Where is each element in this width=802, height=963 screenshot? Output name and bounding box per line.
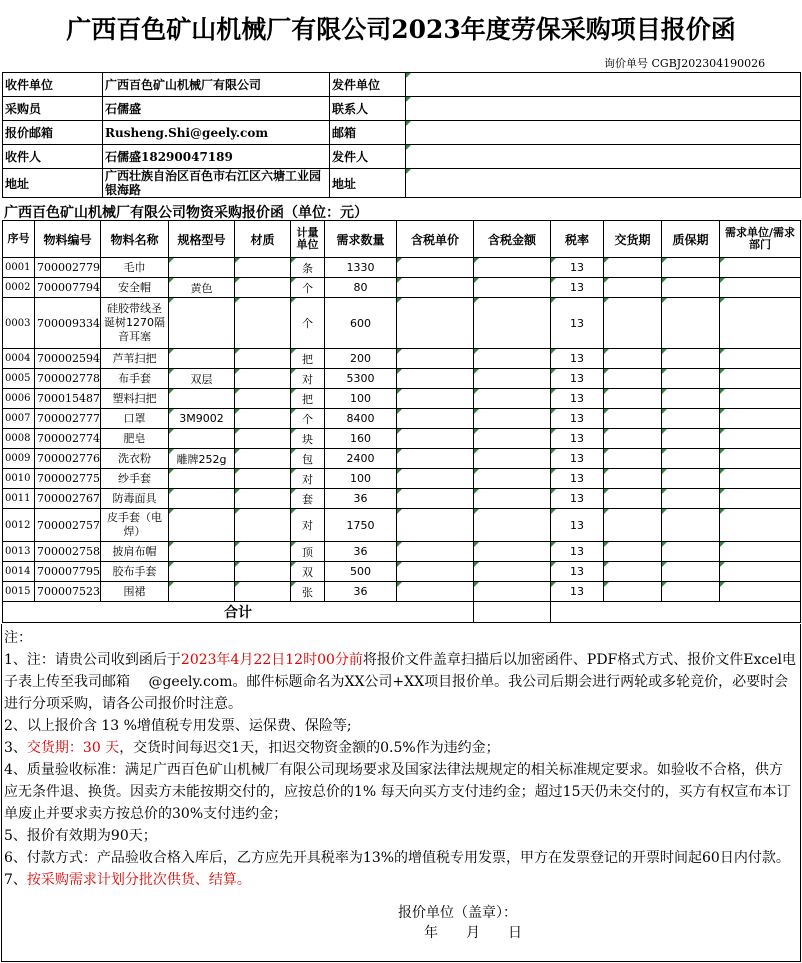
cell-spec[interactable] <box>169 542 235 562</box>
total-row <box>3 602 801 623</box>
col-header: 质保期 <box>662 221 720 258</box>
note-1-deadline: 2023年4月22日12时00分前 <box>180 652 363 668</box>
total-amount[interactable] <box>474 602 551 623</box>
cell-seq: 0008 <box>3 429 35 449</box>
cell-unit-price[interactable] <box>397 349 474 369</box>
cell-dept[interactable] <box>720 298 801 349</box>
table-row <box>3 278 801 298</box>
cell-dept[interactable] <box>720 369 801 389</box>
cell-code: 700002594 <box>35 349 101 369</box>
cell-dept[interactable] <box>720 278 801 298</box>
cell-delivery[interactable] <box>604 582 662 602</box>
cell-warranty[interactable] <box>662 582 720 602</box>
cell-delivery[interactable] <box>604 509 662 542</box>
cell-name: 硅胶带线圣诞树1270隔音耳塞 <box>101 298 169 349</box>
cell-tax: 13 <box>551 562 604 582</box>
cell-amount[interactable] <box>474 278 551 298</box>
contact-field[interactable] <box>406 97 801 121</box>
note-3 <box>4 737 796 759</box>
cell-code: 700002767 <box>35 489 101 509</box>
table-row <box>3 449 801 469</box>
cell-amount[interactable] <box>474 542 551 562</box>
cell-unit-price[interactable] <box>397 278 474 298</box>
cell-seq: 0014 <box>3 562 35 582</box>
cell-spec[interactable] <box>169 469 235 489</box>
sender-unit-field[interactable] <box>406 73 801 97</box>
cell-material[interactable] <box>235 389 291 409</box>
cell-tax: 13 <box>551 258 604 278</box>
cell-code: 700002775 <box>35 469 101 489</box>
cell-unit[interactable]: 包 <box>291 449 325 469</box>
cell-spec[interactable] <box>169 258 235 278</box>
cell-material[interactable] <box>235 562 291 582</box>
cell-material[interactable] <box>235 349 291 369</box>
total-label: 合计 <box>3 602 474 623</box>
cell-amount[interactable] <box>474 449 551 469</box>
cell-seq: 0010 <box>3 469 35 489</box>
table-row <box>3 349 801 369</box>
cell-code: 700007794 <box>35 278 101 298</box>
note-4: 4、质量验收标准：满足广西百色矿山机械厂有限公司现场要求及国家法律法规规定的相关标准规定要求。如验收不合格，供方应无条件退、换货。因卖方未能按期交付的，应按总价的1% 每天向买方支付违约金；超过15天仍未交付的，买方有权宣布本订单废止并要求卖方按总价的30%支付违约金； <box>4 762 791 822</box>
cell-warranty[interactable] <box>662 542 720 562</box>
cell-spec[interactable] <box>169 389 235 409</box>
cell-dept[interactable] <box>720 542 801 562</box>
cell-qty: 500 <box>325 562 397 582</box>
cell-code: 700015487 <box>35 389 101 409</box>
cell-qty: 1750 <box>325 509 397 542</box>
cell-unit[interactable]: 块 <box>291 429 325 449</box>
address-label: 地址 <box>3 169 103 198</box>
cell-unit-price[interactable] <box>397 429 474 449</box>
cell-unit[interactable]: 个 <box>291 298 325 349</box>
cell-spec[interactable] <box>169 298 235 349</box>
cell-material[interactable] <box>235 298 291 349</box>
cell-spec[interactable] <box>169 349 235 369</box>
cell-code: 700002757 <box>35 509 101 542</box>
address2-field[interactable] <box>406 169 801 198</box>
table-row <box>3 369 801 389</box>
cell-seq: 0009 <box>3 449 35 469</box>
cell-code: 700002776 <box>35 449 101 469</box>
cell-name: 围裙 <box>101 582 169 602</box>
sender-unit-label: 发件单位 <box>330 73 406 97</box>
col-header: 税率 <box>551 221 604 258</box>
cell-tax: 13 <box>551 409 604 429</box>
cell-unit-price[interactable] <box>397 449 474 469</box>
cell-delivery[interactable] <box>604 409 662 429</box>
cell-unit[interactable]: 个 <box>291 278 325 298</box>
cell-spec[interactable]: 雕牌252g <box>169 449 235 469</box>
cell-dept[interactable] <box>720 509 801 542</box>
cell-dept[interactable] <box>720 389 801 409</box>
cell-delivery[interactable] <box>604 349 662 369</box>
note-2: 2、以上报价含 13 %增值税专用发票、运保费、保险等; <box>4 718 352 734</box>
cell-name: 芦苇扫把 <box>101 349 169 369</box>
page-title: 广西百色矿山机械厂有限公司2023年度劳保采购项目报价函 <box>66 15 736 44</box>
cell-seq: 0001 <box>3 258 35 278</box>
cell-amount[interactable] <box>474 298 551 349</box>
cell-dept[interactable] <box>720 258 801 278</box>
sender-field[interactable] <box>406 145 801 169</box>
table-row <box>3 389 801 409</box>
cell-tax: 13 <box>551 429 604 449</box>
cell-amount[interactable] <box>474 509 551 542</box>
cell-code: 700007523 <box>35 582 101 602</box>
cell-name: 口罩 <box>101 409 169 429</box>
cell-warranty[interactable] <box>662 389 720 409</box>
cell-seq: 0012 <box>3 509 35 542</box>
col-header: 规格型号 <box>169 221 235 258</box>
cell-seq: 0005 <box>3 369 35 389</box>
cell-code: 700009334 <box>35 298 101 349</box>
table-row <box>3 509 801 542</box>
cell-seq: 0011 <box>3 489 35 509</box>
cell-tax: 13 <box>551 389 604 409</box>
cell-seq: 0007 <box>3 409 35 429</box>
items-table <box>2 220 801 623</box>
cell-amount[interactable] <box>474 582 551 602</box>
cell-qty: 80 <box>325 278 397 298</box>
cell-delivery[interactable] <box>604 258 662 278</box>
cell-unit-price[interactable] <box>397 369 474 389</box>
cell-code: 700007795 <box>35 562 101 582</box>
note-1 <box>4 649 796 715</box>
cell-amount[interactable] <box>474 349 551 369</box>
notes-section <box>4 627 796 891</box>
cell-unit[interactable]: 个 <box>291 409 325 429</box>
col-header: 含税金额 <box>474 221 551 258</box>
buyer-value: 石儒盛 <box>103 97 330 121</box>
cell-unit-price[interactable] <box>397 469 474 489</box>
cell-spec[interactable]: 3M9002 <box>169 409 235 429</box>
cell-tax: 13 <box>551 369 604 389</box>
cell-unit-price[interactable] <box>397 389 474 409</box>
note-1-text: 1、注：请贵公司收到函后于 <box>4 652 181 668</box>
cell-name: 洗衣粉 <box>101 449 169 469</box>
table-row <box>3 429 801 449</box>
cell-qty: 1330 <box>325 258 397 278</box>
col-header: 物料名称 <box>101 221 169 258</box>
buyer-label: 采购员 <box>3 97 103 121</box>
cell-delivery[interactable] <box>604 469 662 489</box>
recipient-label: 收件人 <box>3 145 103 169</box>
cell-material[interactable] <box>235 469 291 489</box>
cell-seq: 0013 <box>3 542 35 562</box>
cell-qty: 200 <box>325 349 397 369</box>
cell-unit-price[interactable] <box>397 409 474 429</box>
receiver-unit-value: 广西百色矿山机械厂有限公司 <box>103 73 330 97</box>
cell-material[interactable] <box>235 542 291 562</box>
header-table <box>2 72 801 198</box>
cell-dept[interactable] <box>720 449 801 469</box>
table-subtitle: 广西百色矿山机械厂有限公司物资采购报价函（单位：元） <box>4 205 368 221</box>
cell-warranty[interactable] <box>662 298 720 349</box>
cell-name: 布手套 <box>101 369 169 389</box>
cell-spec[interactable] <box>169 509 235 542</box>
cell-spec[interactable] <box>169 562 235 582</box>
cell-delivery[interactable] <box>604 278 662 298</box>
cell-qty: 160 <box>325 429 397 449</box>
cell-unit[interactable]: 对 <box>291 469 325 489</box>
cell-tax: 13 <box>551 489 604 509</box>
cell-warranty[interactable] <box>662 429 720 449</box>
cell-tax: 13 <box>551 469 604 489</box>
address2-label: 地址 <box>330 169 406 198</box>
cell-qty: 36 <box>325 489 397 509</box>
cell-seq: 0003 <box>3 298 35 349</box>
cell-seq: 0006 <box>3 389 35 409</box>
cell-name: 防毒面具 <box>101 489 169 509</box>
note-3-text: ，交货时间每迟交1天，扣迟交物资金额的0.5%作为违约金； <box>119 740 500 756</box>
cell-name: 安全帽 <box>101 278 169 298</box>
col-header: 需求单位/需求部门 <box>720 221 801 258</box>
cell-spec[interactable] <box>169 489 235 509</box>
cell-unit[interactable]: 对 <box>291 509 325 542</box>
cell-amount[interactable] <box>474 369 551 389</box>
cell-name: 肥皂 <box>101 429 169 449</box>
cell-tax: 13 <box>551 449 604 469</box>
cell-unit[interactable]: 条 <box>291 258 325 278</box>
signature-date-label: 年 月 日 <box>424 925 522 941</box>
table-row <box>3 489 801 509</box>
cell-delivery[interactable] <box>604 449 662 469</box>
cell-qty: 36 <box>325 582 397 602</box>
cell-qty: 100 <box>325 389 397 409</box>
cell-name: 胶布手套 <box>101 562 169 582</box>
cell-name: 纱手套 <box>101 469 169 489</box>
cell-qty: 100 <box>325 469 397 489</box>
signature-unit-label: 报价单位（盖章）： <box>398 905 517 921</box>
cell-tax: 13 <box>551 509 604 542</box>
cell-unit-price[interactable] <box>397 489 474 509</box>
cell-tax: 13 <box>551 298 604 349</box>
cell-code: 700002778 <box>35 369 101 389</box>
table-row <box>3 409 801 429</box>
cell-name: 披肩布帽 <box>101 542 169 562</box>
receiver-unit-label: 收件单位 <box>3 73 103 97</box>
table-row <box>3 562 801 582</box>
table-row <box>3 298 801 349</box>
cell-unit-price[interactable] <box>397 298 474 349</box>
col-header: 交货期 <box>604 221 662 258</box>
cell-delivery[interactable] <box>604 389 662 409</box>
cell-dept[interactable] <box>720 349 801 369</box>
cell-qty: 5300 <box>325 369 397 389</box>
cell-unit[interactable]: 套 <box>291 489 325 509</box>
cell-material[interactable] <box>235 278 291 298</box>
cell-name: 毛巾 <box>101 258 169 278</box>
cell-amount[interactable] <box>474 409 551 429</box>
cell-tax: 13 <box>551 542 604 562</box>
cell-code: 700002758 <box>35 542 101 562</box>
cell-name: 皮手套（电焊） <box>101 509 169 542</box>
cell-seq: 0015 <box>3 582 35 602</box>
note-7 <box>4 869 796 891</box>
table-row <box>3 258 801 278</box>
cell-dept[interactable] <box>720 562 801 582</box>
cell-delivery[interactable] <box>604 542 662 562</box>
cell-unit[interactable]: 把 <box>291 389 325 409</box>
table-row <box>3 582 801 602</box>
col-header: 物料编号 <box>35 221 101 258</box>
cell-material[interactable] <box>235 429 291 449</box>
cell-amount[interactable] <box>474 469 551 489</box>
note-3-num: 3、 <box>4 740 27 756</box>
email-label: 邮箱 <box>330 121 406 145</box>
inquiry-number: 询价单号 CGBJ202304190026 <box>604 57 766 70</box>
cell-qty: 2400 <box>325 449 397 469</box>
cell-code: 700002774 <box>35 429 101 449</box>
cell-unit-price[interactable] <box>397 542 474 562</box>
cell-warranty[interactable] <box>662 449 720 469</box>
table-row <box>3 542 801 562</box>
cell-material[interactable] <box>235 369 291 389</box>
cell-dept[interactable] <box>720 582 801 602</box>
cell-material[interactable] <box>235 449 291 469</box>
col-header: 计量单位 <box>291 221 325 258</box>
cell-dept[interactable] <box>720 469 801 489</box>
quote-email-label: 报价邮箱 <box>3 121 103 145</box>
notes-heading: 注： <box>4 630 32 646</box>
cell-delivery[interactable] <box>604 562 662 582</box>
cell-spec[interactable] <box>169 582 235 602</box>
cell-warranty[interactable] <box>662 349 720 369</box>
cell-dept[interactable] <box>720 429 801 449</box>
cell-warranty[interactable] <box>662 369 720 389</box>
cell-delivery[interactable] <box>604 369 662 389</box>
col-header: 序号 <box>3 221 35 258</box>
contact-label: 联系人 <box>330 97 406 121</box>
cell-delivery[interactable] <box>604 298 662 349</box>
note-6: 6、付款方式：产品验收合格入库后，乙方应先开具税率为13%的增值税专用发票，甲方在发票登记的开票时间起60日内付款。 <box>4 850 790 866</box>
total-rest <box>551 602 801 623</box>
cell-warranty[interactable] <box>662 562 720 582</box>
cell-amount[interactable] <box>474 489 551 509</box>
cell-material[interactable] <box>235 489 291 509</box>
cell-unit[interactable]: 对 <box>291 369 325 389</box>
cell-warranty[interactable] <box>662 409 720 429</box>
note-5: 5、报价有效期为90天； <box>4 828 157 844</box>
recipient-value: 石儒盛18290047189 <box>103 145 330 169</box>
note-3-delivery: 交货期：30 天 <box>26 740 120 756</box>
col-header: 材质 <box>235 221 291 258</box>
cell-spec[interactable]: 双层 <box>169 369 235 389</box>
table-row <box>3 469 801 489</box>
cell-dept[interactable] <box>720 489 801 509</box>
cell-unit[interactable]: 把 <box>291 349 325 369</box>
cell-material[interactable] <box>235 509 291 542</box>
cell-name: 塑料扫把 <box>101 389 169 409</box>
cell-dept[interactable] <box>720 409 801 429</box>
cell-amount[interactable] <box>474 562 551 582</box>
cell-tax: 13 <box>551 582 604 602</box>
cell-code: 700002779 <box>35 258 101 278</box>
cell-qty: 8400 <box>325 409 397 429</box>
quote-email-value: Rusheng.Shi@geely.com <box>103 121 330 145</box>
col-header: 含税单价 <box>397 221 474 258</box>
cell-warranty[interactable] <box>662 509 720 542</box>
sender-label: 发件人 <box>330 145 406 169</box>
cell-material[interactable] <box>235 258 291 278</box>
col-header: 需求数量 <box>325 221 397 258</box>
cell-material[interactable] <box>235 582 291 602</box>
cell-warranty[interactable] <box>662 258 720 278</box>
cell-amount[interactable] <box>474 389 551 409</box>
cell-delivery[interactable] <box>604 429 662 449</box>
cell-tax: 13 <box>551 349 604 369</box>
cell-warranty[interactable] <box>662 469 720 489</box>
cell-material[interactable] <box>235 409 291 429</box>
cell-amount[interactable] <box>474 429 551 449</box>
note-7-num: 7、 <box>4 872 27 888</box>
cell-delivery[interactable] <box>604 489 662 509</box>
cell-qty: 600 <box>325 298 397 349</box>
cell-code: 700002777 <box>35 409 101 429</box>
cell-seq: 0002 <box>3 278 35 298</box>
email-field[interactable] <box>406 121 801 145</box>
note-1-text-rest: 将报价文件盖章扫描后以加密函件、PDF格式方式、报价文件Excel电子表上传至我司邮箱 @geely.com。邮件标题命名为XX公司+XX项目报价单。我公司后期会进行两轮或多轮竞价，必要时会进行分项采购，请各公司报价时注意。 <box>4 652 796 712</box>
table-header-row <box>3 221 801 258</box>
note-7-text: 按采购需求计划分批次供货、结算。 <box>26 872 251 888</box>
cell-unit[interactable]: 张 <box>291 582 325 602</box>
cell-tax: 13 <box>551 278 604 298</box>
cell-unit-price[interactable] <box>397 582 474 602</box>
cell-spec[interactable] <box>169 429 235 449</box>
cell-unit[interactable]: 顶 <box>291 542 325 562</box>
address-value: 广西壮族自治区百色市右江区六塘工业园银海路 <box>103 169 330 198</box>
cell-qty: 36 <box>325 542 397 562</box>
cell-unit-price[interactable] <box>397 509 474 542</box>
cell-spec[interactable]: 黄色 <box>169 278 235 298</box>
cell-unit-price[interactable] <box>397 562 474 582</box>
cell-unit-price[interactable] <box>397 258 474 278</box>
cell-warranty[interactable] <box>662 489 720 509</box>
cell-seq: 0004 <box>3 349 35 369</box>
cell-amount[interactable] <box>474 258 551 278</box>
cell-warranty[interactable] <box>662 278 720 298</box>
cell-unit[interactable]: 双 <box>291 562 325 582</box>
